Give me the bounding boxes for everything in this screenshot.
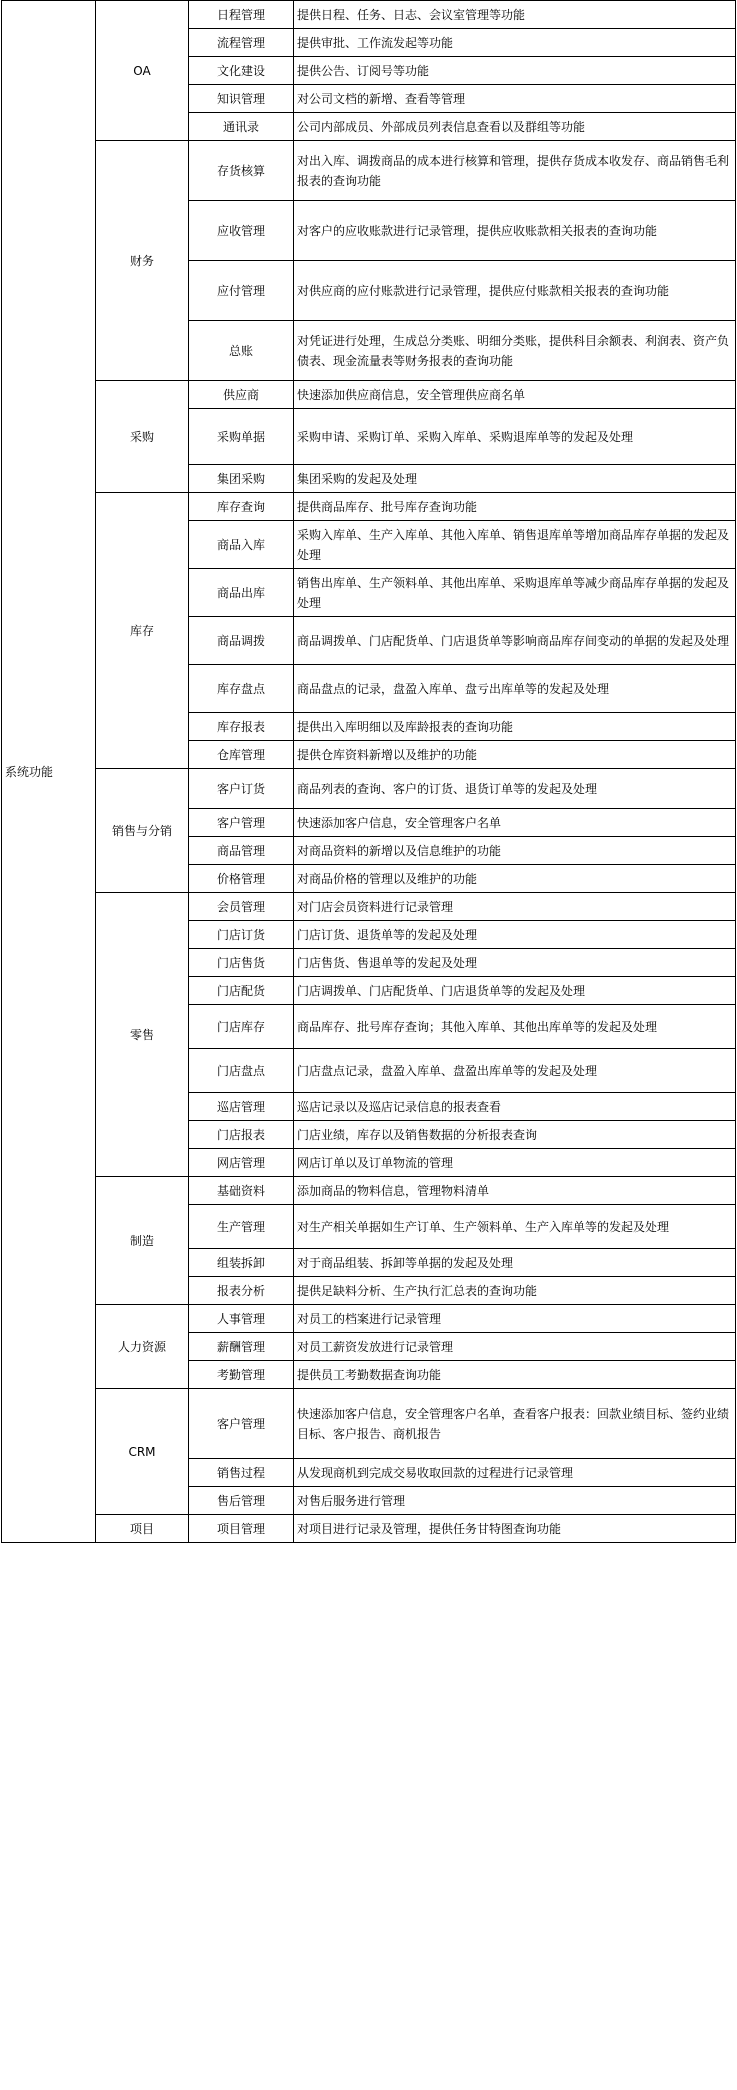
- category-cell: 制造: [96, 1177, 189, 1305]
- module-description-cell: 对公司文档的新增、查看等管理: [294, 85, 736, 113]
- module-description-cell: 商品库存、批号库存查询；其他入库单、其他出库单等的发起及处理: [294, 1005, 736, 1049]
- module-description-cell: 对凭证进行处理，生成总分类账、明细分类账，提供科目余额表、利润表、资产负债表、现金流量表等财务报表的查询功能: [294, 321, 736, 381]
- module-description-cell: 快速添加供应商信息，安全管理供应商名单: [294, 381, 736, 409]
- module-name-cell: 日程管理: [189, 1, 294, 29]
- module-description-cell: 对于商品组装、拆卸等单据的发起及处理: [294, 1249, 736, 1277]
- module-description-cell: 对项目进行记录及管理，提供任务甘特图查询功能: [294, 1515, 736, 1543]
- module-description-cell: 对商品价格的管理以及维护的功能: [294, 865, 736, 893]
- module-description-cell: 快速添加客户信息，安全管理客户名单，查看客户报表：回款业绩目标、签约业绩目标、客户报告、商机报告: [294, 1389, 736, 1459]
- module-description-cell: 门店订货、退货单等的发起及处理: [294, 921, 736, 949]
- module-description-cell: 提供商品库存、批号库存查询功能: [294, 493, 736, 521]
- module-name-cell: 网店管理: [189, 1149, 294, 1177]
- module-description-cell: 从发现商机到完成交易收取回款的过程进行记录管理: [294, 1459, 736, 1487]
- module-name-cell: 门店售货: [189, 949, 294, 977]
- module-name-cell: 客户管理: [189, 809, 294, 837]
- module-name-cell: 文化建设: [189, 57, 294, 85]
- table-row: [2, 1389, 736, 1459]
- module-name-cell: 库存查询: [189, 493, 294, 521]
- category-cell: 人力资源: [96, 1305, 189, 1389]
- module-name-cell: 人事管理: [189, 1305, 294, 1333]
- module-name-cell: 门店报表: [189, 1121, 294, 1149]
- module-description-cell: 对出入库、调拨商品的成本进行核算和管理，提供存货成本收发存、商品销售毛利报表的查询功能: [294, 141, 736, 201]
- module-description-cell: 采购申请、采购订单、采购入库单、采购退库单等的发起及处理: [294, 409, 736, 465]
- module-description-cell: 对客户的应收账款进行记录管理，提供应收账款相关报表的查询功能: [294, 201, 736, 261]
- module-description-cell: 商品列表的查询、客户的订货、退货订单等的发起及处理: [294, 769, 736, 809]
- module-description-cell: 采购入库单、生产入库单、其他入库单、销售退库单等增加商品库存单据的发起及处理: [294, 521, 736, 569]
- module-name-cell: 集团采购: [189, 465, 294, 493]
- module-description-cell: 提供日程、任务、日志、会议室管理等功能: [294, 1, 736, 29]
- module-name-cell: 库存报表: [189, 713, 294, 741]
- module-description-cell: 对门店会员资料进行记录管理: [294, 893, 736, 921]
- category-cell: OA: [96, 1, 189, 141]
- module-name-cell: 门店配货: [189, 977, 294, 1005]
- module-description-cell: 添加商品的物料信息，管理物料清单: [294, 1177, 736, 1205]
- table-body: [2, 1, 736, 1543]
- table-row: [2, 769, 736, 809]
- module-name-cell: 售后管理: [189, 1487, 294, 1515]
- table-row: [2, 493, 736, 521]
- category-cell: 采购: [96, 381, 189, 493]
- module-name-cell: 薪酬管理: [189, 1333, 294, 1361]
- module-name-cell: 商品管理: [189, 837, 294, 865]
- module-description-cell: 网店订单以及订单物流的管理: [294, 1149, 736, 1177]
- table-row: [2, 1177, 736, 1205]
- module-description-cell: 公司内部成员、外部成员列表信息查看以及群组等功能: [294, 113, 736, 141]
- module-description-cell: 对生产相关单据如生产订单、生产领料单、生产入库单等的发起及处理: [294, 1205, 736, 1249]
- module-name-cell: 商品入库: [189, 521, 294, 569]
- module-description-cell: 提供审批、工作流发起等功能: [294, 29, 736, 57]
- module-name-cell: 项目管理: [189, 1515, 294, 1543]
- module-name-cell: 基础资料: [189, 1177, 294, 1205]
- module-name-cell: 知识管理: [189, 85, 294, 113]
- module-description-cell: 提供员工考勤数据查询功能: [294, 1361, 736, 1389]
- module-description-cell: 商品盘点的记录，盘盈入库单、盘亏出库单等的发起及处理: [294, 665, 736, 713]
- module-description-cell: 门店调拨单、门店配货单、门店退货单等的发起及处理: [294, 977, 736, 1005]
- module-name-cell: 客户订货: [189, 769, 294, 809]
- module-description-cell: 对员工的档案进行记录管理: [294, 1305, 736, 1333]
- module-name-cell: 商品出库: [189, 569, 294, 617]
- module-description-cell: 对商品资料的新增以及信息维护的功能: [294, 837, 736, 865]
- module-name-cell: 生产管理: [189, 1205, 294, 1249]
- module-name-cell: 采购单据: [189, 409, 294, 465]
- module-name-cell: 应付管理: [189, 261, 294, 321]
- module-name-cell: 仓库管理: [189, 741, 294, 769]
- category-cell: 项目: [96, 1515, 189, 1543]
- category-cell: CRM: [96, 1389, 189, 1515]
- module-name-cell: 总账: [189, 321, 294, 381]
- module-description-cell: 提供出入库明细以及库龄报表的查询功能: [294, 713, 736, 741]
- module-description-cell: 对供应商的应付账款进行记录管理，提供应付账款相关报表的查询功能: [294, 261, 736, 321]
- category-cell: 销售与分销: [96, 769, 189, 893]
- module-description-cell: 对员工薪资发放进行记录管理: [294, 1333, 736, 1361]
- module-name-cell: 巡店管理: [189, 1093, 294, 1121]
- module-description-cell: 提供足缺料分析、生产执行汇总表的查询功能: [294, 1277, 736, 1305]
- module-description-cell: 销售出库单、生产领料单、其他出库单、采购退库单等减少商品库存单据的发起及处理: [294, 569, 736, 617]
- module-description-cell: 门店售货、售退单等的发起及处理: [294, 949, 736, 977]
- table-row: [2, 381, 736, 409]
- module-name-cell: 组装拆卸: [189, 1249, 294, 1277]
- module-name-cell: 商品调拨: [189, 617, 294, 665]
- table-row: [2, 893, 736, 921]
- module-name-cell: 通讯录: [189, 113, 294, 141]
- module-name-cell: 流程管理: [189, 29, 294, 57]
- table-row: [2, 141, 736, 201]
- module-name-cell: 库存盘点: [189, 665, 294, 713]
- module-name-cell: 门店库存: [189, 1005, 294, 1049]
- module-description-cell: 提供公告、订阅号等功能: [294, 57, 736, 85]
- module-name-cell: 存货核算: [189, 141, 294, 201]
- category-cell: 财务: [96, 141, 189, 381]
- system-function-cell: 系统功能: [2, 1, 96, 1543]
- module-description-cell: 快速添加客户信息，安全管理客户名单: [294, 809, 736, 837]
- module-name-cell: 报表分析: [189, 1277, 294, 1305]
- module-name-cell: 销售过程: [189, 1459, 294, 1487]
- module-description-cell: 商品调拨单、门店配货单、门店退货单等影响商品库存间变动的单据的发起及处理: [294, 617, 736, 665]
- module-name-cell: 会员管理: [189, 893, 294, 921]
- module-name-cell: 客户管理: [189, 1389, 294, 1459]
- module-description-cell: 门店盘点记录，盘盈入库单、盘盈出库单等的发起及处理: [294, 1049, 736, 1093]
- category-cell: 库存: [96, 493, 189, 769]
- table-row: [2, 1515, 736, 1543]
- module-name-cell: 供应商: [189, 381, 294, 409]
- module-name-cell: 门店盘点: [189, 1049, 294, 1093]
- category-cell: 零售: [96, 893, 189, 1177]
- module-description-cell: 门店业绩，库存以及销售数据的分析报表查询: [294, 1121, 736, 1149]
- module-name-cell: 价格管理: [189, 865, 294, 893]
- system-function-table: [1, 0, 736, 1543]
- module-description-cell: 巡店记录以及巡店记录信息的报表查看: [294, 1093, 736, 1121]
- module-name-cell: 门店订货: [189, 921, 294, 949]
- module-description-cell: 对售后服务进行管理: [294, 1487, 736, 1515]
- module-name-cell: 应收管理: [189, 201, 294, 261]
- module-description-cell: 集团采购的发起及处理: [294, 465, 736, 493]
- table-row: [2, 1, 736, 29]
- module-name-cell: 考勤管理: [189, 1361, 294, 1389]
- table-row: [2, 1305, 736, 1333]
- module-description-cell: 提供仓库资料新增以及维护的功能: [294, 741, 736, 769]
